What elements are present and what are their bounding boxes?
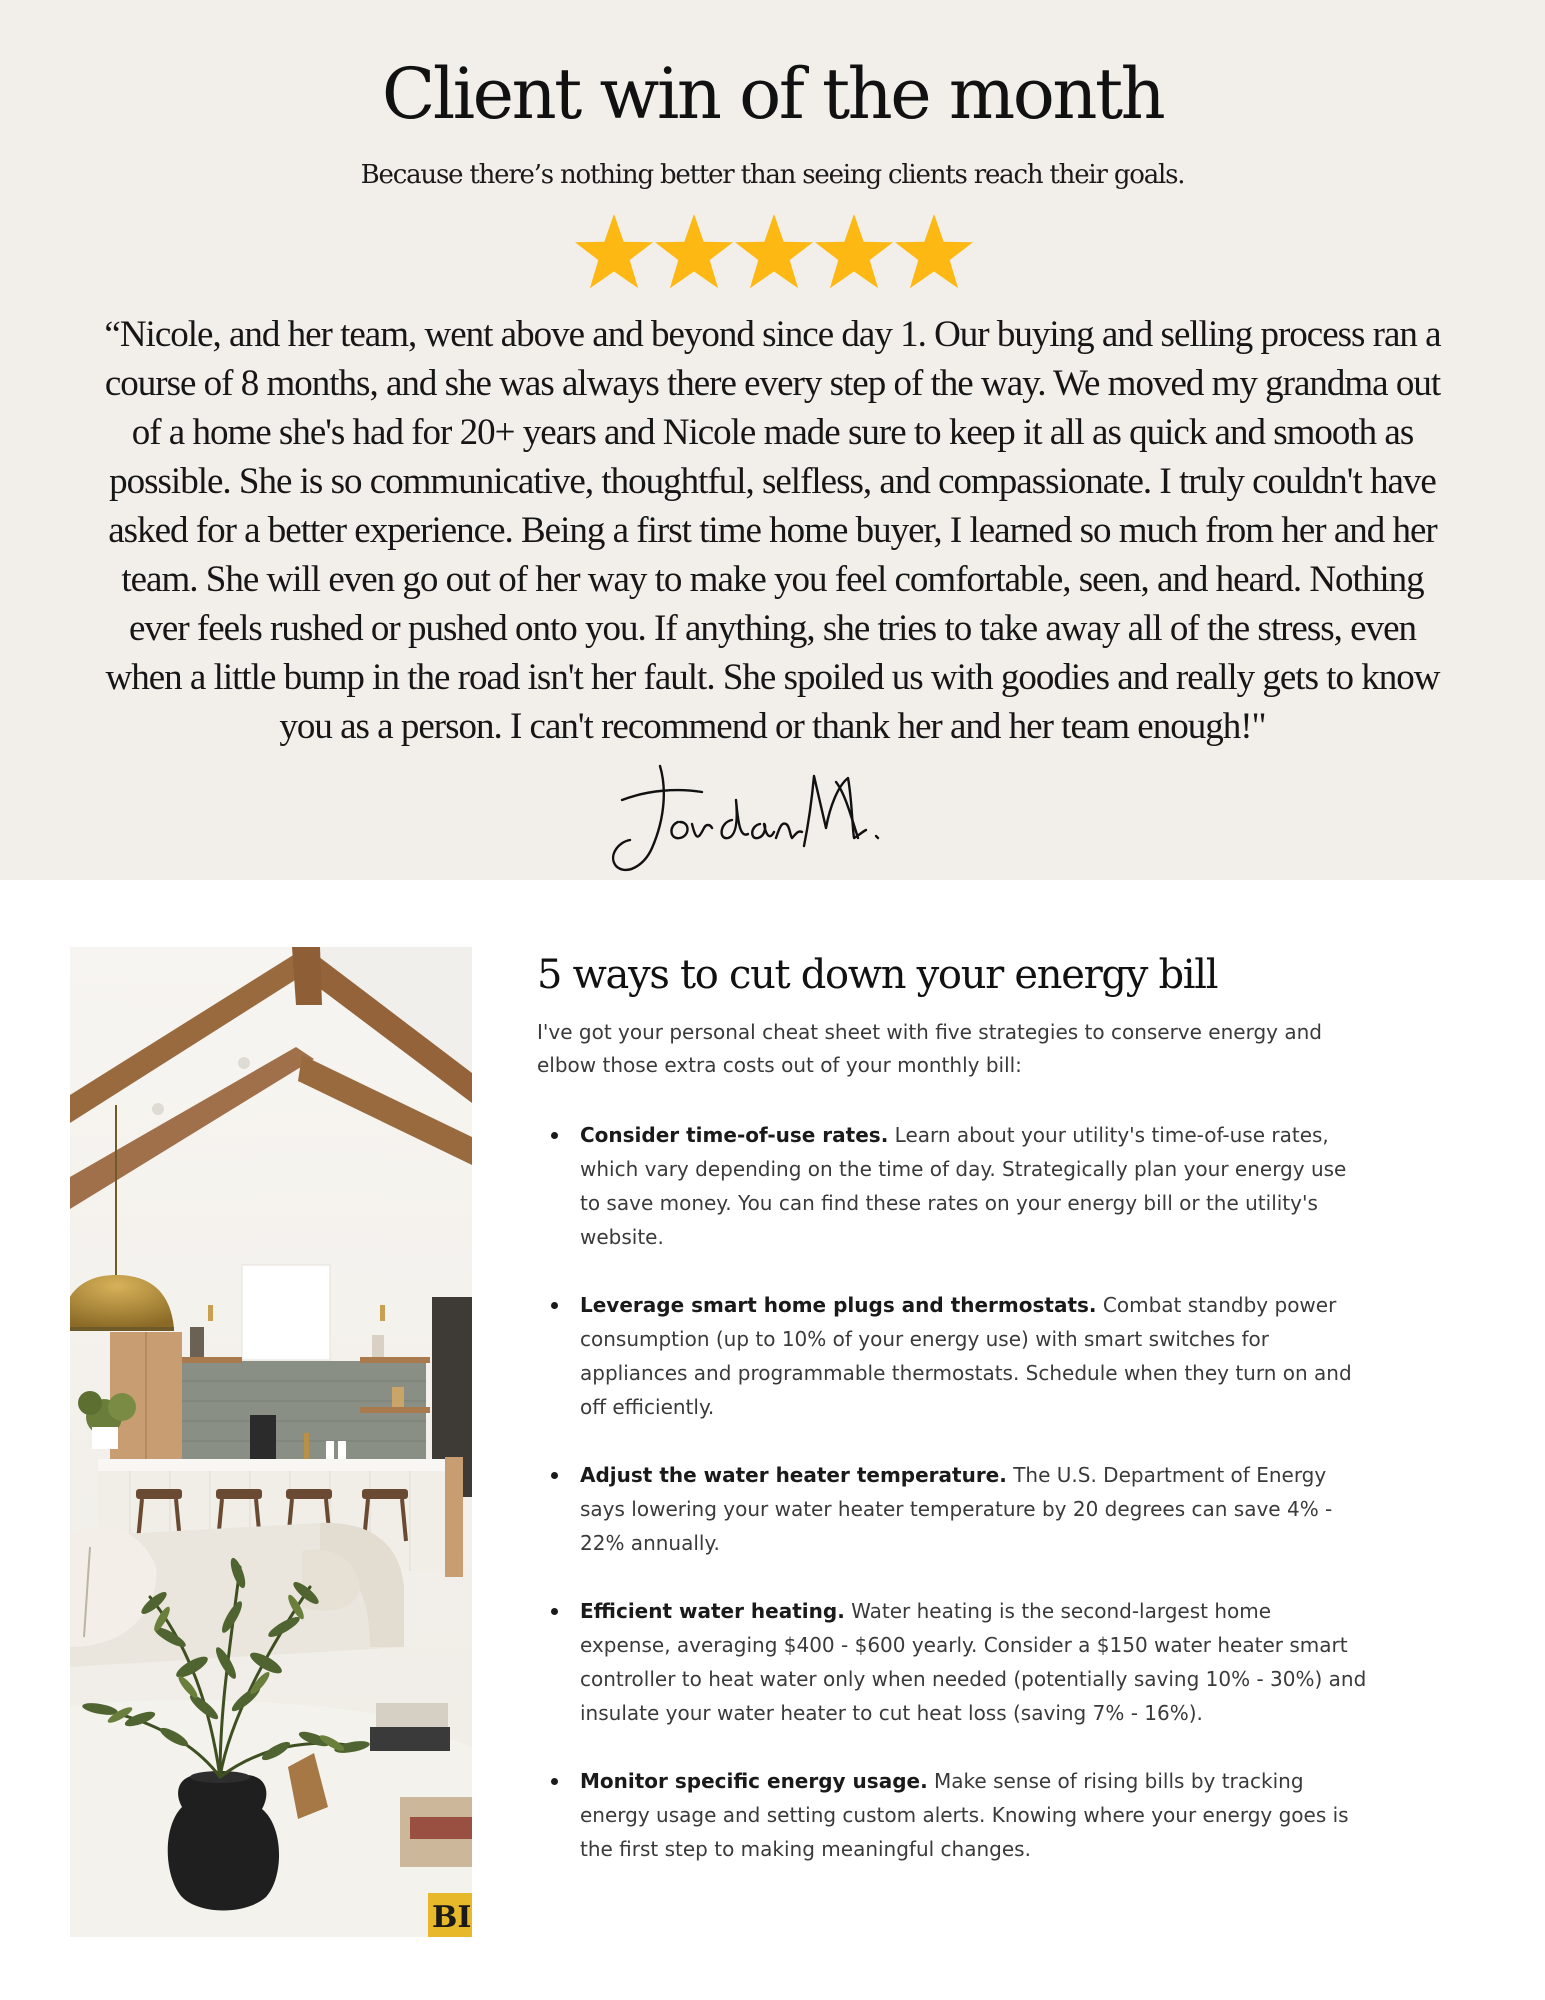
star-rating-graphic: [574, 212, 974, 294]
testimonial-subhead: Because there’s nothing better than seeing clients reach their goals.: [360, 160, 1185, 190]
tip-title: Consider time-of-use rates.: [580, 1123, 889, 1147]
testimonial-headline: Client win of the month: [381, 53, 1164, 135]
signature-graphic: [608, 752, 908, 877]
tip-body: Water heating is the second-largest home expense, averaging $400 - $600 yearly. Consider a $150 water heater smart controller to heat water only when needed (potentially saving 10% - 30%) and insulate your water heater to cut heat loss (saving 7% - 16%).: [580, 1599, 1367, 1725]
tip-title: Monitor specific energy usage.: [580, 1769, 928, 1793]
list-item: [537, 1288, 1367, 1424]
tip-title: Efficient water heating.: [580, 1599, 845, 1623]
testimonial-section: [0, 0, 1545, 880]
bullet-icon: [551, 1778, 558, 1785]
bullet-icon: [551, 1302, 558, 1309]
tip-title: Leverage smart home plugs and thermostats.: [580, 1293, 1097, 1317]
bullet-icon: [551, 1608, 558, 1615]
article-intro: I've got your personal cheat sheet with five strategies to conserve energy and elbow those extra costs out of your monthly bill:: [537, 1020, 1322, 1077]
tips-list: [537, 1118, 1367, 1866]
star-icon: [655, 214, 733, 288]
tip-title: Adjust the water heater temperature.: [580, 1463, 1007, 1487]
star-icon: [735, 214, 813, 288]
bullet-icon: [551, 1472, 558, 1479]
list-item: [537, 1594, 1367, 1730]
tip-body: Make sense of rising bills by tracking energy usage and setting custom alerts. Knowing where your energy goes is the first step to making meaningful changes.: [580, 1769, 1349, 1861]
energy-tips-article: [537, 948, 1367, 1900]
testimonial-quote: “Nicole, and her team, went above and beyond since day 1. Our buying and selling process ran a course of 8 months, and she was always there every step of the way. We moved my grandma out of a home she's had for 20+ years and Nicole made sure to keep it all as quick and smooth as possible. She is so communicative, thoughtful, selfless, and compassionate. I truly couldn't have asked for a better experience. Being a first time home buyer, I learned so much from her and her team. She will even go out of her way to make you feel comfortable, seen, and heard. Nothing ever feels rushed or pushed onto you. If anything, she tries to take away all of the stress, even when a little bump in the road isn't her fault. She spoiled us with goodies and really gets to know you as a person. I can't recommend or thank her and her team enough!": [104, 314, 1441, 747]
article-title: 5 ways to cut down your energy bill: [537, 952, 1218, 998]
star-icon: [815, 214, 893, 288]
kitchen-interior-illustration: [70, 947, 472, 1937]
list-item: [537, 1764, 1367, 1866]
tip-body: Learn about your utility's time-of-use rates, which vary depending on the time of day. Strategically plan your energy use to save money. You can find these rates on your energy bill or the utility's website.: [580, 1123, 1347, 1249]
star-rating: [574, 212, 974, 294]
tip-body: Combat standby power consumption (up to 10% of your energy use) with smart switches for appliances and programmable thermostats. Schedule when they turn on and off efficiently.: [580, 1293, 1352, 1419]
list-item: [537, 1458, 1367, 1560]
signature-jordan-m: [608, 752, 908, 877]
list-item: [537, 1118, 1367, 1254]
star-icon: [895, 214, 973, 288]
star-icon: [575, 214, 653, 288]
tip-body: The U.S. Department of Energy says lowering your water heater temperature by 20 degrees can save 4% - 22% annually.: [580, 1463, 1333, 1555]
bullet-icon: [551, 1132, 558, 1139]
kitchen-interior-photo: [70, 947, 472, 1937]
book-spine-text: BI: [432, 1900, 472, 1935]
